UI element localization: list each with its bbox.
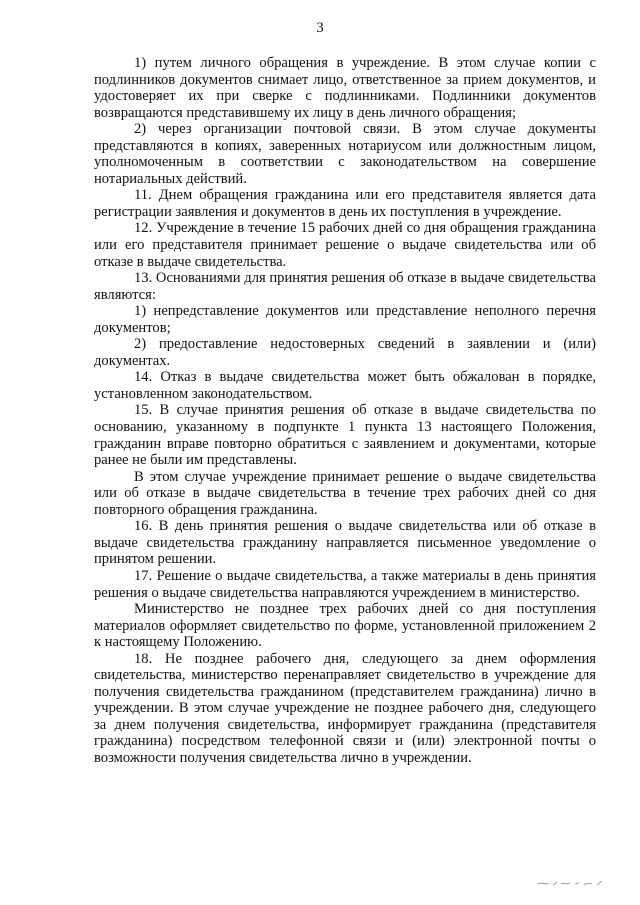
paragraph-11-application-date: 11. Днем обращения гражданина или его представителя является дата регистрации заявления и документов в день их поступления в учреждение. <box>94 187 596 220</box>
paragraph-14-appeal: 14. Отказ в выдаче свидетельства может быть обжалован в порядке, установленном законодательством. <box>94 369 596 402</box>
paragraph-12-decision-term: 12. Учреждение в течение 15 рабочих дней со дня обращения гражданина или его представителя принимает решение о выдаче свидетельства или об отказе в выдаче свидетельства. <box>94 220 596 270</box>
paragraph-13-ground-2: 2) предоставление недостоверных сведений в заявлении и (или) документах. <box>94 336 596 369</box>
paragraph-subitem-2-postal: 2) через организации почтовой связи. В этом случае документы представляются в копиях, заверенных нотариусом или должностным лицом, уполномоченным в соответствии с законодательством на совершение нотариальных действий. <box>94 121 596 187</box>
paragraph-18-delivery: 18. Не позднее рабочего дня, следующего за днем оформления свидетельства, министерство перенаправляет свидетельство в учреждение для получения свидетельства гражданином (представителем гражданина) лично в учреждении. В этом случае учреждение не позднее рабочего дня, следующего за днем получения свидетельства, информирует гражданина (представителя гражданина) посредством телефонной связи и (или) электронной почты о возможности получения свидетельства лично в учреждении. <box>94 650 596 766</box>
paragraph-15-repeat-decision: В этом случае учреждение принимает решение о выдаче свидетельства или об отказе в выдаче свидетельства в течение трех рабочих дней со дня повторного обращения гражданина. <box>94 468 596 518</box>
paragraph-subitem-1-in-person: 1) путем личного обращения в учреждение. В этом случае копии с подлинников документов снимает лицо, ответственное за прием документов, и удостоверяет их при сверке с подлинниками. Подлинники документов возвращаются представившему их лицу в день личного обращения; <box>94 55 596 121</box>
page-number: 3 <box>316 20 324 36</box>
paragraph-13-refusal-grounds: 13. Основаниями для принятия решения об отказе в выдаче свидетельства являются: <box>94 270 596 303</box>
paragraph-13-ground-1: 1) непредставление документов или представление неполного перечня документов; <box>94 303 596 336</box>
paragraph-17-ministry-issues: Министерство не позднее трех рабочих дней со дня поступления материалов оформляет свидетельство по форме, установленной приложением 2 к настоящему Положению. <box>94 601 596 651</box>
paragraph-15-reapplication: 15. В случае принятия решения об отказе в выдаче свидетельства по основанию, указанному в подпункте 1 пункта 13 настоящего Положения, гражданин вправе повторно обратиться с заявлением и документами, которые ранее не были им представлены. <box>94 402 596 469</box>
paragraph-16-notification: 16. В день принятия решения о выдаче свидетельства или об отказе в выдаче свидетельства гражданину направляется письменное уведомление о принятом решении. <box>94 518 596 568</box>
scan-artifact-mark <box>536 876 606 888</box>
paragraph-17-materials-to-ministry: 17. Решение о выдаче свидетельства, а также материалы в день принятия решения о выдаче свидетельства направляются учреждением в министерство. <box>94 567 596 601</box>
document-body <box>94 55 596 767</box>
